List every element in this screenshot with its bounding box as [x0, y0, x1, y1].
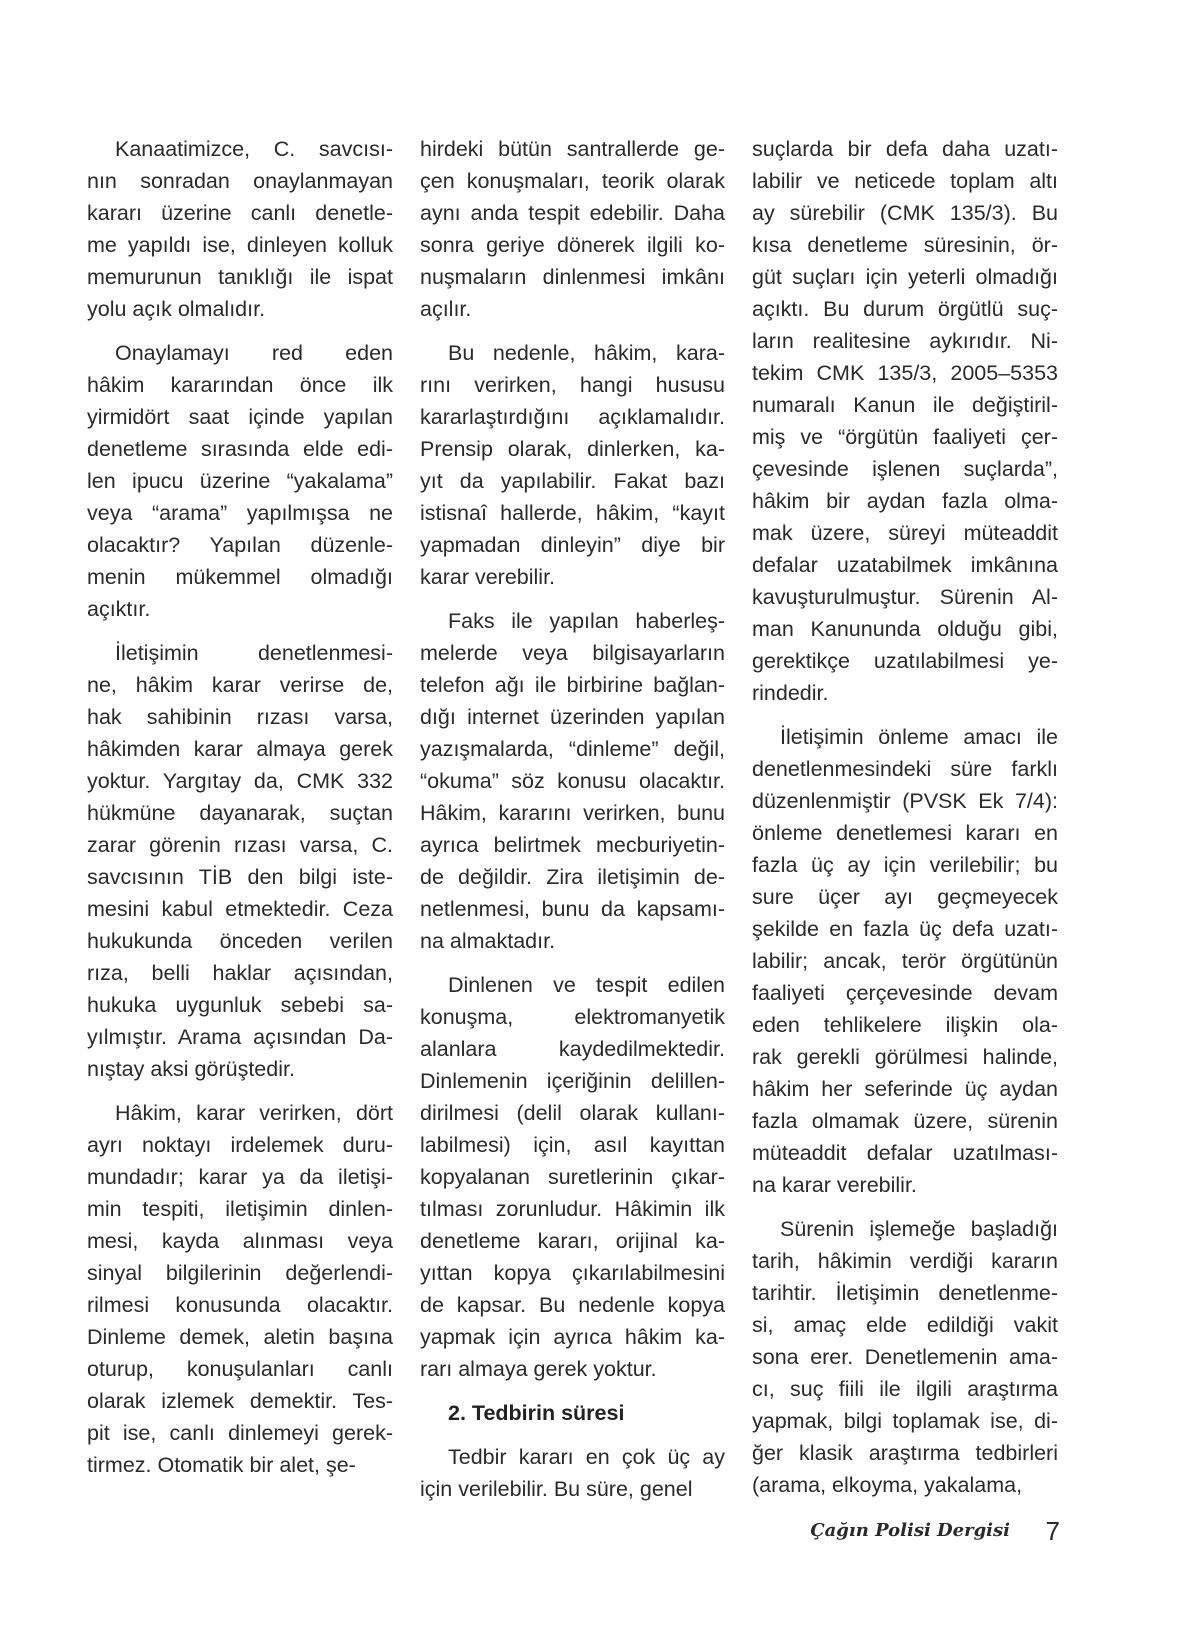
text-line: hak sahibinin rızası varsa,	[87, 705, 393, 729]
text-line: savcısının TİB den bilgi iste-	[87, 865, 393, 889]
text-line: olarak izlemek demektir. Tes-	[87, 1389, 393, 1413]
text-line: hükmüne dayanarak, suçtan	[87, 801, 393, 825]
paragraph	[87, 637, 393, 1085]
text-line: na karar verebilir.	[752, 1173, 917, 1197]
text-line: de değildir. Zira iletişimin de-	[420, 865, 725, 889]
text-line: defalar uzatabilmek imkânına	[752, 553, 1058, 577]
text-line: dığı internet üzerinden yapılan	[420, 705, 725, 729]
text-line: denetleme sırasında elde edi-	[87, 437, 393, 461]
text-line: tekim CMK 135/3, 2005–5353	[752, 361, 1058, 385]
text-line: numaralı Kanun ile değiştiril-	[752, 393, 1058, 417]
text-line: menin mükemmel olmadığı	[87, 565, 393, 589]
text-line: veya “arama” yapılmışsa ne	[87, 501, 393, 525]
text-line: alanlara kaydedilmektedir.	[420, 1037, 725, 1061]
text-line: açılır.	[420, 297, 472, 321]
text-line: suçlarda bir defa daha uzatı-	[752, 137, 1058, 161]
text-line: dirilmesi (delil olarak kullanı-	[420, 1101, 725, 1125]
text-line: telefon ağı ile birbirine bağlan-	[420, 673, 725, 697]
text-line: min tespiti, iletişimin dinlen-	[87, 1197, 393, 1221]
paragraph	[87, 1097, 393, 1481]
text-line: aynı anda tespit edebilir. Daha	[420, 201, 725, 225]
text-line: si, amaç elde edildiği vakit	[752, 1313, 1058, 1337]
text-line: yazışmalarda, “dinleme” değil,	[420, 737, 725, 761]
text-line: tarih, hâkimin verdiği kararın	[752, 1249, 1058, 1273]
text-line: yapmak, bilgi toplamak ise, di-	[752, 1409, 1058, 1433]
text-line: ne, hâkim karar verirse de,	[87, 673, 393, 697]
text-line: nuşmaların dinlenmesi imkânı	[420, 265, 725, 289]
text-line: Sürenin işlemeğe başladığı	[780, 1217, 1058, 1241]
text-line: Hâkim, karar verirken, dört	[115, 1101, 393, 1125]
text-line: hirdeki bütün santrallerde ge-	[420, 137, 725, 161]
text-line: yirmidört saat içinde yapılan	[87, 405, 393, 429]
text-line: ay sürebilir (CMK 135/3). Bu	[752, 201, 1058, 225]
text-line: hâkim bir aydan fazla olma-	[752, 489, 1058, 513]
text-line: miş ve “örgütün faaliyeti çer-	[752, 425, 1058, 449]
text-line: konuşma, elektromanyetik	[420, 1005, 725, 1029]
text-line: nın sonradan onaylanmayan	[87, 169, 393, 193]
text-line: çen konuşmaları, teorik olarak	[420, 169, 725, 193]
text-line: zarar görenin rızası varsa, C.	[87, 833, 393, 857]
text-line: ğer klasik araştırma tedbirleri	[752, 1441, 1058, 1465]
text-line: mesi, kayda alınması veya	[87, 1229, 393, 1253]
text-line: düzenlenmiştir (PVSK Ek 7/4):	[752, 789, 1058, 813]
page-number: 7	[1045, 1516, 1060, 1546]
text-line: faaliyeti çerçevesinde devam	[752, 981, 1058, 1005]
text-line: pit ise, canlı dinlemeyi gerek-	[87, 1421, 393, 1445]
text-line: rını verirken, hangi hususu	[420, 373, 725, 397]
text-line: önleme denetlemesi kararı en	[752, 821, 1058, 845]
paragraph	[752, 133, 1058, 709]
paragraph	[87, 337, 393, 625]
text-line: na almaktadır.	[420, 929, 556, 953]
text-line: sona erer. Denetlemenin ama-	[752, 1345, 1058, 1369]
text-line: labilir; ancak, terör örgütünün	[752, 949, 1058, 973]
text-line: yıt da yapılabilir. Fakat bazı	[420, 469, 725, 493]
text-line: labilir ve neticede toplam altı	[752, 169, 1058, 193]
text-line: tarihtir. İletişimin denetlenme-	[752, 1281, 1058, 1305]
text-line: açıktı. Bu durum örgütlü suç-	[752, 297, 1058, 321]
text-line: kavuşturulmuştur. Sürenin Al-	[752, 585, 1058, 609]
text-column-1	[87, 133, 393, 1493]
text-line: yoktur. Yargıtay da, CMK 332	[87, 769, 393, 793]
paragraph	[87, 133, 393, 325]
text-line: denetlenmesindeki süre farklı	[752, 757, 1058, 781]
text-line: eden tehlikelere ilişkin ola-	[752, 1013, 1058, 1037]
text-line: (arama, elkoyma, yakalama,	[752, 1473, 1023, 1497]
text-line: rıza, belli haklar açısından,	[87, 961, 393, 985]
text-line: Hâkim, kararını verirken, bunu	[420, 801, 725, 825]
text-line: hukuka uygunluk sebebi sa-	[87, 993, 393, 1017]
text-line: ların realitesine aykırıdır. Ni-	[752, 329, 1058, 353]
text-line: Tedbir kararı en çok üç ay	[448, 1445, 725, 1469]
text-line: tirmez. Otomatik bir alet, şe-	[87, 1453, 356, 1477]
text-line: açıktır.	[87, 597, 151, 621]
text-column-3	[752, 133, 1058, 1513]
text-line: çevesinde işlenen suçlarda”,	[752, 457, 1058, 481]
text-line: tılması zorunludur. Hâkimin ilk	[420, 1197, 725, 1221]
text-line: melerde veya bilgisayarların	[420, 641, 725, 665]
text-line: yapmadan dinleyin” diye bir	[420, 533, 725, 557]
text-line: İletişimin önleme amacı ile	[780, 725, 1058, 749]
text-line: Bu nedenle, hâkim, kara-	[448, 341, 725, 365]
text-line: fazla olmamak üzere, sürenin	[752, 1109, 1058, 1133]
text-line: hâkim kararından önce ilk	[87, 373, 393, 397]
text-line: Dinlenen ve tespit edilen	[448, 973, 725, 997]
text-line: İletişimin denetlenmesi-	[115, 641, 393, 665]
paragraph	[420, 133, 725, 325]
text-line: güt suçları için yeterli olmadığı	[752, 265, 1058, 289]
text-line: kararlaştırdığını açıklamalıdır.	[420, 405, 725, 429]
text-line: cı, suç fiili ile ilgili araştırma	[752, 1377, 1058, 1401]
text-line: netlenmesi, bunu da kapsamı-	[420, 897, 725, 921]
text-line: mesini kabul etmektedir. Ceza	[87, 897, 393, 921]
text-line: rilmesi konusunda olacaktır.	[87, 1293, 393, 1317]
text-line: gerektikçe uzatılabilmesi ye-	[752, 649, 1058, 673]
text-line: yıttan kopya çıkarılabilmesini	[420, 1261, 725, 1285]
text-line: yılmıştır. Arama açısından Da-	[87, 1025, 393, 1049]
paragraph	[752, 1213, 1058, 1501]
page-footer	[800, 1516, 1060, 1556]
journal-name: Çağın Polisi Dergisi	[810, 1520, 1010, 1541]
text-line: rindedir.	[752, 681, 829, 705]
paragraph	[420, 337, 725, 593]
text-line: kararı üzerine canlı denetle-	[87, 201, 393, 225]
paragraph	[420, 605, 725, 957]
paragraph	[420, 1441, 725, 1505]
text-line: mundadır; karar ya da iletişi-	[87, 1165, 393, 1189]
text-line: rak gerekli görülmesi halinde,	[752, 1045, 1058, 1069]
text-line: olacaktır? Yapılan düzenle-	[87, 533, 393, 557]
text-line: me yapıldı ise, dinleyen kolluk	[87, 233, 393, 257]
text-line: fazla üç ay için verilebilir; bu	[752, 853, 1058, 877]
text-line: yolu açık olmalıdır.	[87, 297, 266, 321]
text-line: memurunun tanıklığı ile ispat	[87, 265, 393, 289]
text-line: ayrıca belirtmek mecburiyetin-	[420, 833, 725, 857]
text-line: ayrı noktayı irdelemek duru-	[87, 1133, 393, 1157]
text-column-2	[420, 133, 725, 1517]
text-line: şekilde en fazla üç defa uzatı-	[752, 917, 1058, 941]
text-line: Prensip olarak, dinlerken, ka-	[420, 437, 725, 461]
text-line: len ipucu üzerine “yakalama”	[87, 469, 393, 493]
text-line: man Kanununda olduğu gibi,	[752, 617, 1058, 641]
text-line: kopyalanan suretlerinin çıkar-	[420, 1165, 725, 1189]
text-line: labilmesi) için, asıl kayıttan	[420, 1133, 725, 1157]
text-line: rarı almaya gerek yoktur.	[420, 1357, 657, 1381]
text-line: nıştay aksi görüştedir.	[87, 1057, 295, 1081]
text-line: istisnaî hallerde, hâkim, “kayıt	[420, 501, 725, 525]
text-line: sinyal bilgilerinin değerlendi-	[87, 1261, 393, 1285]
text-line: oturup, konuşulanları canlı	[87, 1357, 393, 1381]
paragraph	[752, 721, 1058, 1201]
text-line: de kapsar. Bu nedenle kopya	[420, 1293, 725, 1317]
text-line: Dinleme demek, aletin başına	[87, 1325, 393, 1349]
text-line: hâkim her seferinde üç aydan	[752, 1077, 1058, 1101]
text-line: denetleme kararı, orijinal ka-	[420, 1229, 725, 1253]
text-line: karar verebilir.	[420, 565, 556, 589]
text-line: “okuma” söz konusu olacaktır.	[420, 769, 725, 793]
text-line: Kanaatimizce, C. savcısı-	[115, 137, 393, 161]
text-line: kısa denetleme süresinin, ör-	[752, 233, 1058, 257]
text-line: Faks ile yapılan haberleş-	[448, 609, 725, 633]
text-line: hukukunda önceden verilen	[87, 929, 393, 953]
text-line: mak üzere, süreyi müteaddit	[752, 521, 1058, 545]
text-line: için verilebilir. Bu süre, genel	[420, 1477, 693, 1501]
text-line: sure üçer ayı geçmeyecek	[752, 885, 1058, 909]
text-line: sonra geriye dönerek ilgili ko-	[420, 233, 725, 257]
section-heading: 2. Tedbirin süresi	[448, 1401, 625, 1425]
text-line: yapmak için ayrıca hâkim ka-	[420, 1325, 725, 1349]
text-line: Onaylamayı red eden	[115, 341, 393, 365]
text-line: Dinlemenin içeriğinin delillen-	[420, 1069, 725, 1093]
text-line: hâkimden karar almaya gerek	[87, 737, 393, 761]
text-line: müteaddit defalar uzatılması-	[752, 1141, 1058, 1165]
paragraph	[420, 969, 725, 1385]
